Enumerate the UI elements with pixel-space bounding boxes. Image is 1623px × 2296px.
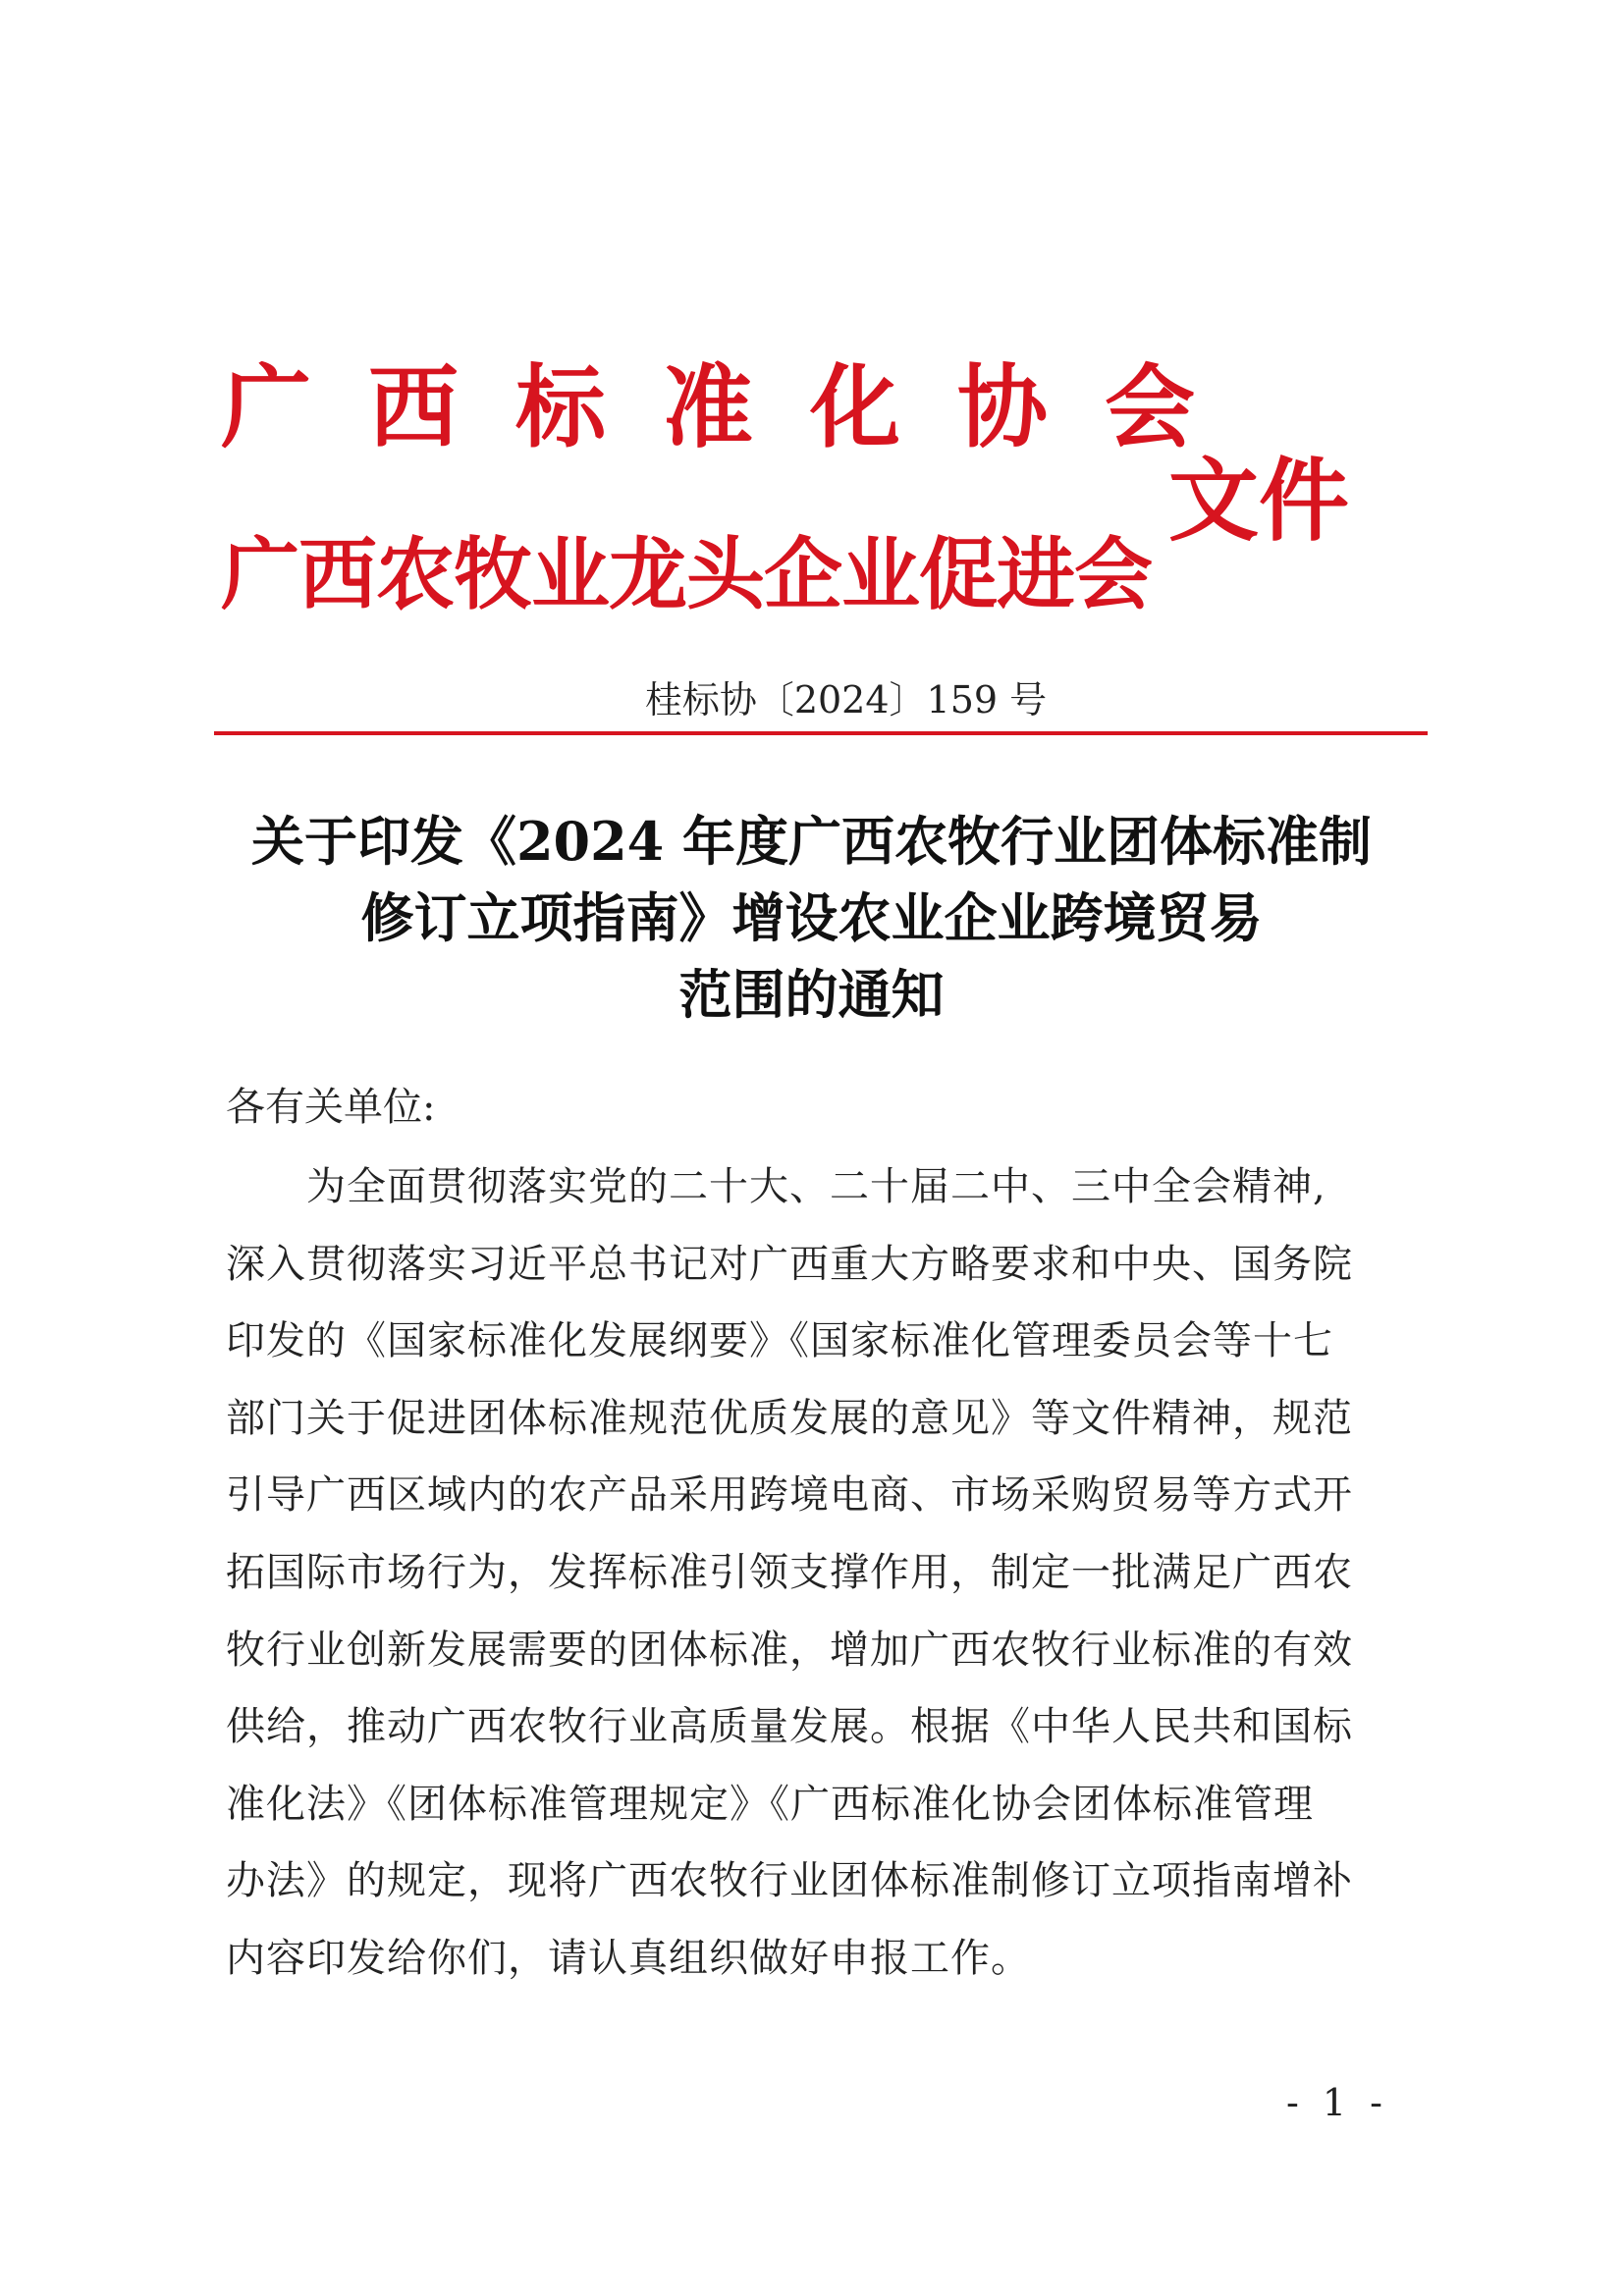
body-line: 办法》的规定，现将广西农牧行业团体标准制修订立项指南增补 bbox=[226, 1858, 1353, 1904]
issuing-org-1: 广西标准化协会 bbox=[221, 354, 1253, 460]
title-line: 范围的通知 bbox=[678, 963, 945, 1026]
red-divider-line bbox=[214, 731, 1428, 735]
issuing-org-2: 广西农牧业龙头企业促进会 bbox=[221, 528, 1152, 620]
body-paragraph bbox=[226, 1148, 1394, 1998]
body-line: 深入贯彻落实习近平总书记对广西重大方略要求和中央、国务院 bbox=[226, 1241, 1353, 1287]
body-line: 部门关于促进团体标准规范优质发展的意见》等文件精神，规范 bbox=[226, 1395, 1353, 1441]
document-title bbox=[196, 803, 1427, 1033]
salutation: 各有关单位: bbox=[226, 1085, 436, 1130]
page-number: - 1 - bbox=[1286, 2081, 1389, 2124]
body-line: 内容印发给你们，请认真组织做好申报工作。 bbox=[226, 1935, 1031, 1981]
body-line: 牧行业创新发展需要的团体标准，增加广西农牧行业标准的有效 bbox=[226, 1627, 1353, 1673]
body-line: 供给，推动广西农牧行业高质量发展。根据《中华人民共和国标 bbox=[226, 1704, 1353, 1750]
body-line: 准化法》《团体标准管理规定》《广西标准化协会团体标准管理 bbox=[226, 1781, 1314, 1827]
body-line: 为全面贯彻落实党的二十大、二十届二中、三中全会精神, bbox=[226, 1164, 1326, 1209]
body-line: 印发的《国家标准化发展纲要》《国家标准化管理委员会等十七 bbox=[226, 1318, 1333, 1364]
body-line: 拓国际市场行为，发挥标准引领支撑作用，制定一批满足广西农 bbox=[226, 1549, 1353, 1595]
document-number: 桂标协〔2024〕159 号 bbox=[644, 678, 1048, 721]
body-line: 引导广西区域内的农产品采用跨境电商、市场采购贸易等方式开 bbox=[226, 1472, 1353, 1519]
document-label: 文件 bbox=[1168, 448, 1350, 554]
title-line: 关于印发《2024 年度广西农牧行业团体标准制 bbox=[250, 810, 1373, 873]
title-line: 修订立项指南》增设农业企业跨境贸易 bbox=[360, 886, 1263, 949]
